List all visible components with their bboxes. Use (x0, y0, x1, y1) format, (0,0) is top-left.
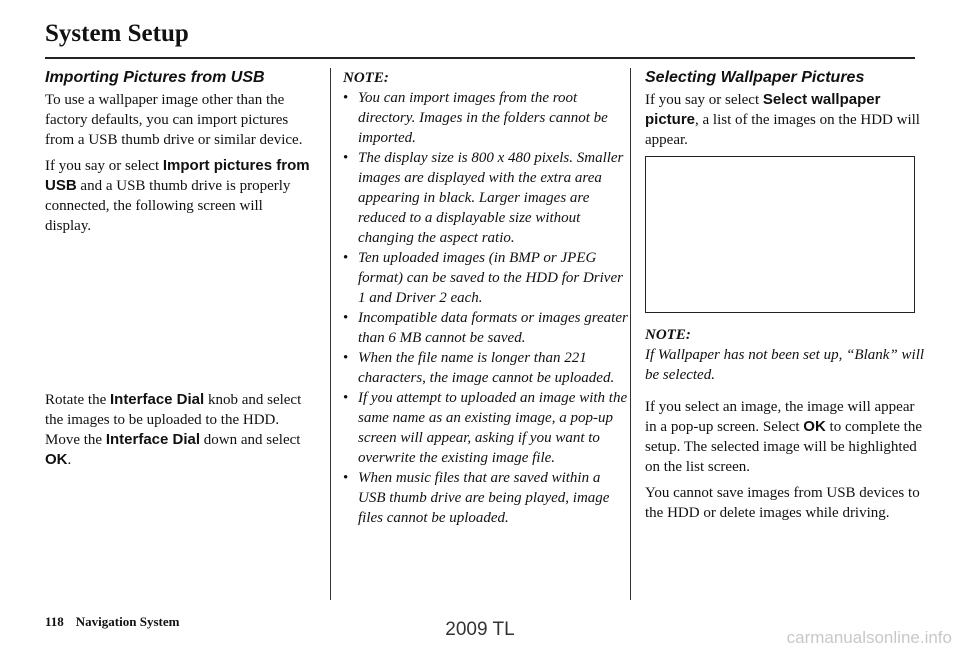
list-item: • You can import images from the root directory. Images in the folders cannot be imported. (343, 88, 628, 148)
column-importing (45, 68, 310, 476)
import-intro: To use a wallpaper image other than the factory defaults, you can import pictures from a USB thumb drive or similar device. (45, 92, 303, 148)
list-item: • When the file name is longer than 221 characters, the image cannot be uploaded. (343, 348, 628, 388)
rotate-instruction: Rotate the Interface Dial knob and select the images to be uploaded to the HDD. Move the Interface Dial down and select OK. (45, 391, 302, 468)
page-number: 118 (45, 614, 64, 629)
page-title: System Setup (45, 20, 189, 47)
ui-term-interface-dial: Interface Dial (109, 391, 205, 408)
driving-restriction: You cannot save images from USB devices to the HDD or delete images while driving. (645, 485, 920, 521)
screen-placeholder-space (45, 242, 310, 390)
list-item: • Ten uploaded images (in BMP or JPEG format) can be saved to the HDD for Driver 1 and Driver 2 each. (343, 248, 628, 308)
list-item: • When music files that are saved within a USB thumb drive are being played, image files cannot be uploaded. (343, 468, 628, 528)
section-heading-wallpaper: Selecting Wallpaper Pictures (645, 69, 865, 86)
note-label: NOTE: (343, 70, 389, 86)
popup-instruction: If you select an image, the image will appear in a pop-up screen. Select OK to complete the setup. The selected image will be highlighted on the list screen. (645, 399, 922, 475)
wallpaper-note-text: If Wallpaper has not been set up, “Blank” will be selected. (645, 347, 925, 383)
model-watermark: 2009 TL (445, 619, 515, 640)
section-heading-import: Importing Pictures from USB (45, 69, 265, 86)
footer-section: Navigation System (75, 614, 180, 629)
notes-list (343, 88, 628, 528)
list-item: • If you attempt to uploaded an image with the same name as an existing image, a pop-up screen will appear, asking if you want to overwrite the existing image file. (343, 388, 628, 468)
ui-term-select-wallpaper: Select wallpaper picture (645, 91, 881, 128)
column-divider-1 (330, 68, 331, 600)
list-item: • Incompatible data formats or images greater than 6 MB cannot be saved. (343, 308, 628, 348)
ui-term-ok: OK (45, 451, 68, 468)
column-divider-2 (630, 68, 631, 600)
wallpaper-instruction: If you say or select Select wallpaper picture, a list of the images on the HDD will appear. (645, 91, 920, 148)
screenshot-placeholder-box (645, 156, 915, 313)
header-rule (45, 57, 915, 59)
import-instruction: If you say or select Import pictures from USB and a USB thumb drive is properly connected, the following screen will display. (45, 157, 310, 234)
wallpaper-note-label: NOTE: (645, 327, 691, 343)
list-item: • The display size is 800 x 480 pixels. Smaller images are displayed with the extra area appearing in black. Larger images are reduced to a displayable size without changing the aspect ratio. (343, 148, 628, 248)
column-notes (343, 68, 628, 528)
site-watermark: carmanualsonline.info (786, 628, 952, 647)
ui-term-ok-2: OK (803, 418, 826, 435)
ui-term-interface-dial-2: Interface Dial (105, 431, 201, 448)
column-wallpaper (645, 68, 925, 529)
ui-term-import-pictures: Import pictures from USB (45, 157, 310, 194)
